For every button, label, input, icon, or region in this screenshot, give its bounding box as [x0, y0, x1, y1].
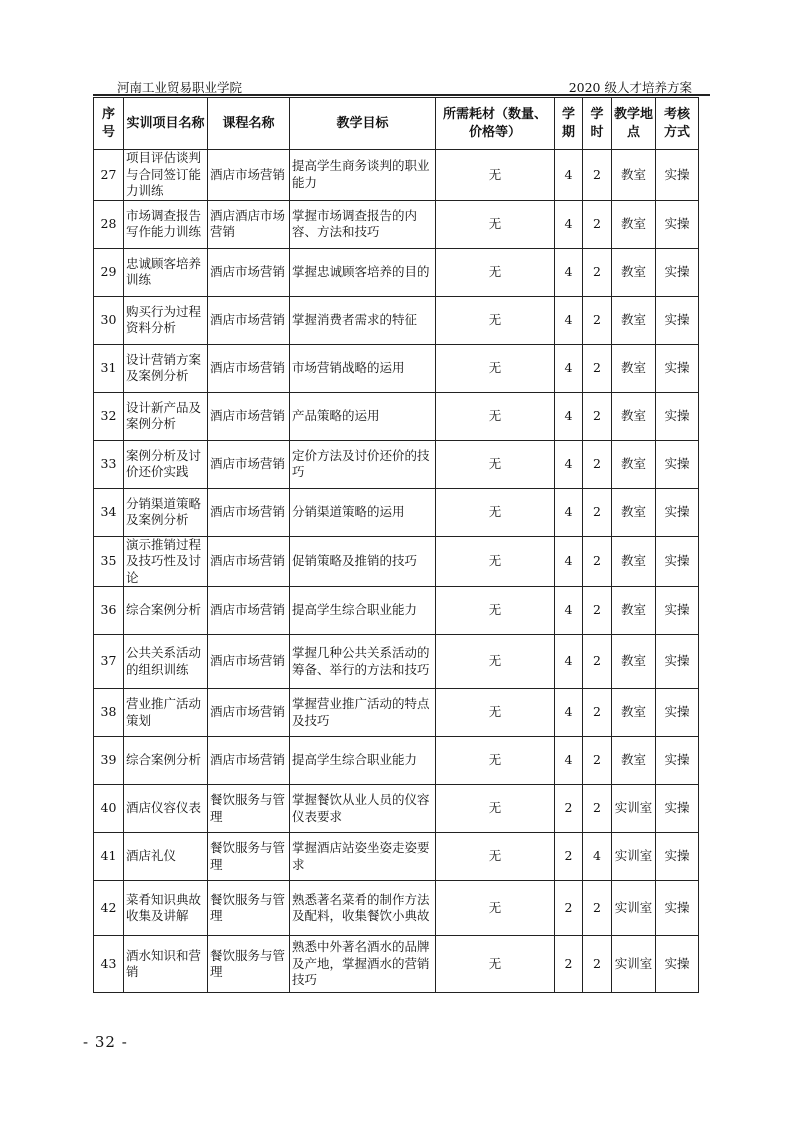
materials-cell: 无 [436, 440, 555, 488]
goal-cell: 掌握餐饮从业人员的仪容仪表要求 [290, 785, 436, 833]
assessment-cell: 实操 [656, 392, 699, 440]
goal-cell: 掌握几种公共关系活动的筹备、举行的方法和技巧 [290, 635, 436, 689]
assessment-cell: 实操 [656, 635, 699, 689]
term-cell: 4 [555, 440, 583, 488]
hours-cell: 2 [583, 936, 612, 993]
col-location-header: 教学地点 [612, 98, 656, 150]
hours-cell: 2 [583, 689, 612, 737]
project-cell: 忠诚顾客培养训练 [124, 248, 208, 296]
assessment-cell: 实操 [656, 200, 699, 248]
course-cell: 酒店市场营销 [208, 248, 290, 296]
hours-cell: 2 [583, 248, 612, 296]
seq-cell: 42 [94, 881, 124, 936]
term-cell: 4 [555, 248, 583, 296]
table-row [94, 344, 699, 392]
course-cell: 酒店市场营销 [208, 150, 290, 201]
location-cell: 教室 [612, 689, 656, 737]
term-cell: 4 [555, 635, 583, 689]
assessment-cell: 实操 [656, 587, 699, 635]
seq-cell: 39 [94, 737, 124, 785]
seq-cell: 28 [94, 200, 124, 248]
course-cell: 餐饮服务与管理 [208, 881, 290, 936]
goal-cell: 分销渠道策略的运用 [290, 488, 436, 536]
assessment-cell: 实操 [656, 833, 699, 881]
project-cell: 演示推销过程及技巧性及讨论 [124, 536, 208, 587]
seq-cell: 32 [94, 392, 124, 440]
location-cell: 实训室 [612, 833, 656, 881]
col-course-header: 课程名称 [208, 98, 290, 150]
seq-cell: 27 [94, 150, 124, 201]
hours-cell: 4 [583, 833, 612, 881]
header-rule [93, 94, 710, 96]
course-cell: 酒店市场营销 [208, 689, 290, 737]
goal-cell: 熟悉中外著名酒水的品牌及产地，掌握酒水的营销技巧 [290, 936, 436, 993]
materials-cell: 无 [436, 488, 555, 536]
seq-cell: 41 [94, 833, 124, 881]
project-cell: 酒水知识和营销 [124, 936, 208, 993]
location-cell: 教室 [612, 200, 656, 248]
course-cell: 酒店市场营销 [208, 536, 290, 587]
project-cell: 综合案例分析 [124, 587, 208, 635]
project-cell: 购买行为过程资料分析 [124, 296, 208, 344]
assessment-cell: 实操 [656, 737, 699, 785]
term-cell: 4 [555, 344, 583, 392]
course-cell: 酒店市场营销 [208, 392, 290, 440]
assessment-cell: 实操 [656, 536, 699, 587]
location-cell: 实训室 [612, 936, 656, 993]
hours-cell: 2 [583, 200, 612, 248]
col-project-header: 实训项目名称 [124, 98, 208, 150]
assessment-cell: 实操 [656, 936, 699, 993]
hours-cell: 2 [583, 635, 612, 689]
seq-cell: 31 [94, 344, 124, 392]
hours-cell: 2 [583, 536, 612, 587]
table-row [94, 689, 699, 737]
course-cell: 餐饮服务与管理 [208, 785, 290, 833]
table-row [94, 150, 699, 201]
table-row [94, 587, 699, 635]
assessment-cell: 实操 [656, 344, 699, 392]
goal-cell: 提高学生综合职业能力 [290, 587, 436, 635]
hours-cell: 2 [583, 296, 612, 344]
materials-cell: 无 [436, 536, 555, 587]
location-cell: 教室 [612, 150, 656, 201]
project-cell: 分销渠道策略及案例分析 [124, 488, 208, 536]
hours-cell: 2 [583, 488, 612, 536]
seq-cell: 30 [94, 296, 124, 344]
goal-cell: 掌握忠诚顾客培养的目的 [290, 248, 436, 296]
hours-cell: 2 [583, 785, 612, 833]
goal-cell: 提高学生商务谈判的职业能力 [290, 150, 436, 201]
project-cell: 设计新产品及案例分析 [124, 392, 208, 440]
materials-cell: 无 [436, 785, 555, 833]
col-hours-header: 学时 [583, 98, 612, 150]
table-row [94, 488, 699, 536]
hours-cell: 2 [583, 737, 612, 785]
seq-cell: 36 [94, 587, 124, 635]
term-cell: 2 [555, 881, 583, 936]
goal-cell: 熟悉著名菜肴的制作方法及配料，收集餐饮小典故 [290, 881, 436, 936]
term-cell: 4 [555, 689, 583, 737]
location-cell: 教室 [612, 737, 656, 785]
training-table [93, 97, 699, 993]
term-cell: 4 [555, 488, 583, 536]
course-cell: 酒店酒店市场营销 [208, 200, 290, 248]
location-cell: 教室 [612, 488, 656, 536]
location-cell: 教室 [612, 392, 656, 440]
hours-cell: 2 [583, 587, 612, 635]
goal-cell: 提高学生综合职业能力 [290, 737, 436, 785]
col-materials-header: 所需耗材（数量、价格等） [436, 98, 555, 150]
goal-cell: 定价方法及讨价还价的技巧 [290, 440, 436, 488]
location-cell: 教室 [612, 248, 656, 296]
location-cell: 实训室 [612, 881, 656, 936]
assessment-cell: 实操 [656, 440, 699, 488]
table-row [94, 881, 699, 936]
term-cell: 4 [555, 150, 583, 201]
table-row [94, 440, 699, 488]
assessment-cell: 实操 [656, 689, 699, 737]
materials-cell: 无 [436, 200, 555, 248]
table-row [94, 248, 699, 296]
materials-cell: 无 [436, 296, 555, 344]
materials-cell: 无 [436, 689, 555, 737]
table-row [94, 833, 699, 881]
table-row [94, 936, 699, 993]
course-cell: 酒店市场营销 [208, 440, 290, 488]
assessment-cell: 实操 [656, 881, 699, 936]
term-cell: 4 [555, 200, 583, 248]
hours-cell: 2 [583, 440, 612, 488]
hours-cell: 2 [583, 881, 612, 936]
seq-cell: 29 [94, 248, 124, 296]
goal-cell: 掌握消费者需求的特征 [290, 296, 436, 344]
materials-cell: 无 [436, 150, 555, 201]
goal-cell: 市场营销战略的运用 [290, 344, 436, 392]
table-row [94, 536, 699, 587]
materials-cell: 无 [436, 392, 555, 440]
project-cell: 菜肴知识典故收集及讲解 [124, 881, 208, 936]
seq-cell: 34 [94, 488, 124, 536]
goal-cell: 掌握营业推广活动的特点及技巧 [290, 689, 436, 737]
col-assessment-header: 考核方式 [656, 98, 699, 150]
term-cell: 2 [555, 833, 583, 881]
hours-cell: 2 [583, 392, 612, 440]
term-cell: 2 [555, 785, 583, 833]
location-cell: 教室 [612, 635, 656, 689]
materials-cell: 无 [436, 587, 555, 635]
table-row [94, 785, 699, 833]
location-cell: 教室 [612, 536, 656, 587]
project-cell: 综合案例分析 [124, 737, 208, 785]
location-cell: 教室 [612, 296, 656, 344]
materials-cell: 无 [436, 635, 555, 689]
goal-cell: 掌握酒店站姿坐姿走姿要求 [290, 833, 436, 881]
course-cell: 餐饮服务与管理 [208, 936, 290, 993]
hours-cell: 2 [583, 150, 612, 201]
institution-name: 河南工业贸易职业学院 [117, 80, 243, 95]
materials-cell: 无 [436, 344, 555, 392]
location-cell: 教室 [612, 344, 656, 392]
materials-cell: 无 [436, 936, 555, 993]
course-cell: 餐饮服务与管理 [208, 833, 290, 881]
project-cell: 项目评估谈判与合同签订能力训练 [124, 150, 208, 201]
table-row [94, 392, 699, 440]
location-cell: 实训室 [612, 785, 656, 833]
hours-cell: 2 [583, 344, 612, 392]
materials-cell: 无 [436, 881, 555, 936]
assessment-cell: 实操 [656, 785, 699, 833]
assessment-cell: 实操 [656, 296, 699, 344]
goal-cell: 促销策略及推销的技巧 [290, 536, 436, 587]
term-cell: 4 [555, 296, 583, 344]
location-cell: 教室 [612, 587, 656, 635]
goal-cell: 掌握市场调查报告的内容、方法和技巧 [290, 200, 436, 248]
assessment-cell: 实操 [656, 150, 699, 201]
project-cell: 案例分析及讨价还价实践 [124, 440, 208, 488]
col-term-header: 学期 [555, 98, 583, 150]
goal-cell: 产品策略的运用 [290, 392, 436, 440]
seq-cell: 35 [94, 536, 124, 587]
seq-cell: 33 [94, 440, 124, 488]
project-cell: 酒店仪容仪表 [124, 785, 208, 833]
course-cell: 酒店市场营销 [208, 488, 290, 536]
seq-cell: 40 [94, 785, 124, 833]
project-cell: 公共关系活动的组织训练 [124, 635, 208, 689]
materials-cell: 无 [436, 737, 555, 785]
course-cell: 酒店市场营销 [208, 737, 290, 785]
table-header [94, 98, 699, 150]
project-cell: 营业推广活动策划 [124, 689, 208, 737]
course-cell: 酒店市场营销 [208, 635, 290, 689]
project-cell: 酒店礼仪 [124, 833, 208, 881]
term-cell: 4 [555, 587, 583, 635]
col-goal-header: 教学目标 [290, 98, 436, 150]
table-row [94, 296, 699, 344]
term-cell: 4 [555, 737, 583, 785]
course-cell: 酒店市场营销 [208, 296, 290, 344]
materials-cell: 无 [436, 833, 555, 881]
project-cell: 设计营销方案及案例分析 [124, 344, 208, 392]
materials-cell: 无 [436, 248, 555, 296]
term-cell: 4 [555, 536, 583, 587]
seq-cell: 43 [94, 936, 124, 993]
table-row [94, 737, 699, 785]
seq-cell: 37 [94, 635, 124, 689]
page-number: - 32 - [83, 1033, 128, 1051]
seq-cell: 38 [94, 689, 124, 737]
col-seq-header: 序号 [94, 98, 124, 150]
term-cell: 2 [555, 936, 583, 993]
plan-title: 2020 级人才培养方案 [568, 80, 692, 95]
table-row [94, 635, 699, 689]
term-cell: 4 [555, 392, 583, 440]
project-cell: 市场调查报告写作能力训练 [124, 200, 208, 248]
course-cell: 酒店市场营销 [208, 587, 290, 635]
location-cell: 教室 [612, 440, 656, 488]
table-row [94, 200, 699, 248]
course-cell: 酒店市场营销 [208, 344, 290, 392]
assessment-cell: 实操 [656, 248, 699, 296]
assessment-cell: 实操 [656, 488, 699, 536]
